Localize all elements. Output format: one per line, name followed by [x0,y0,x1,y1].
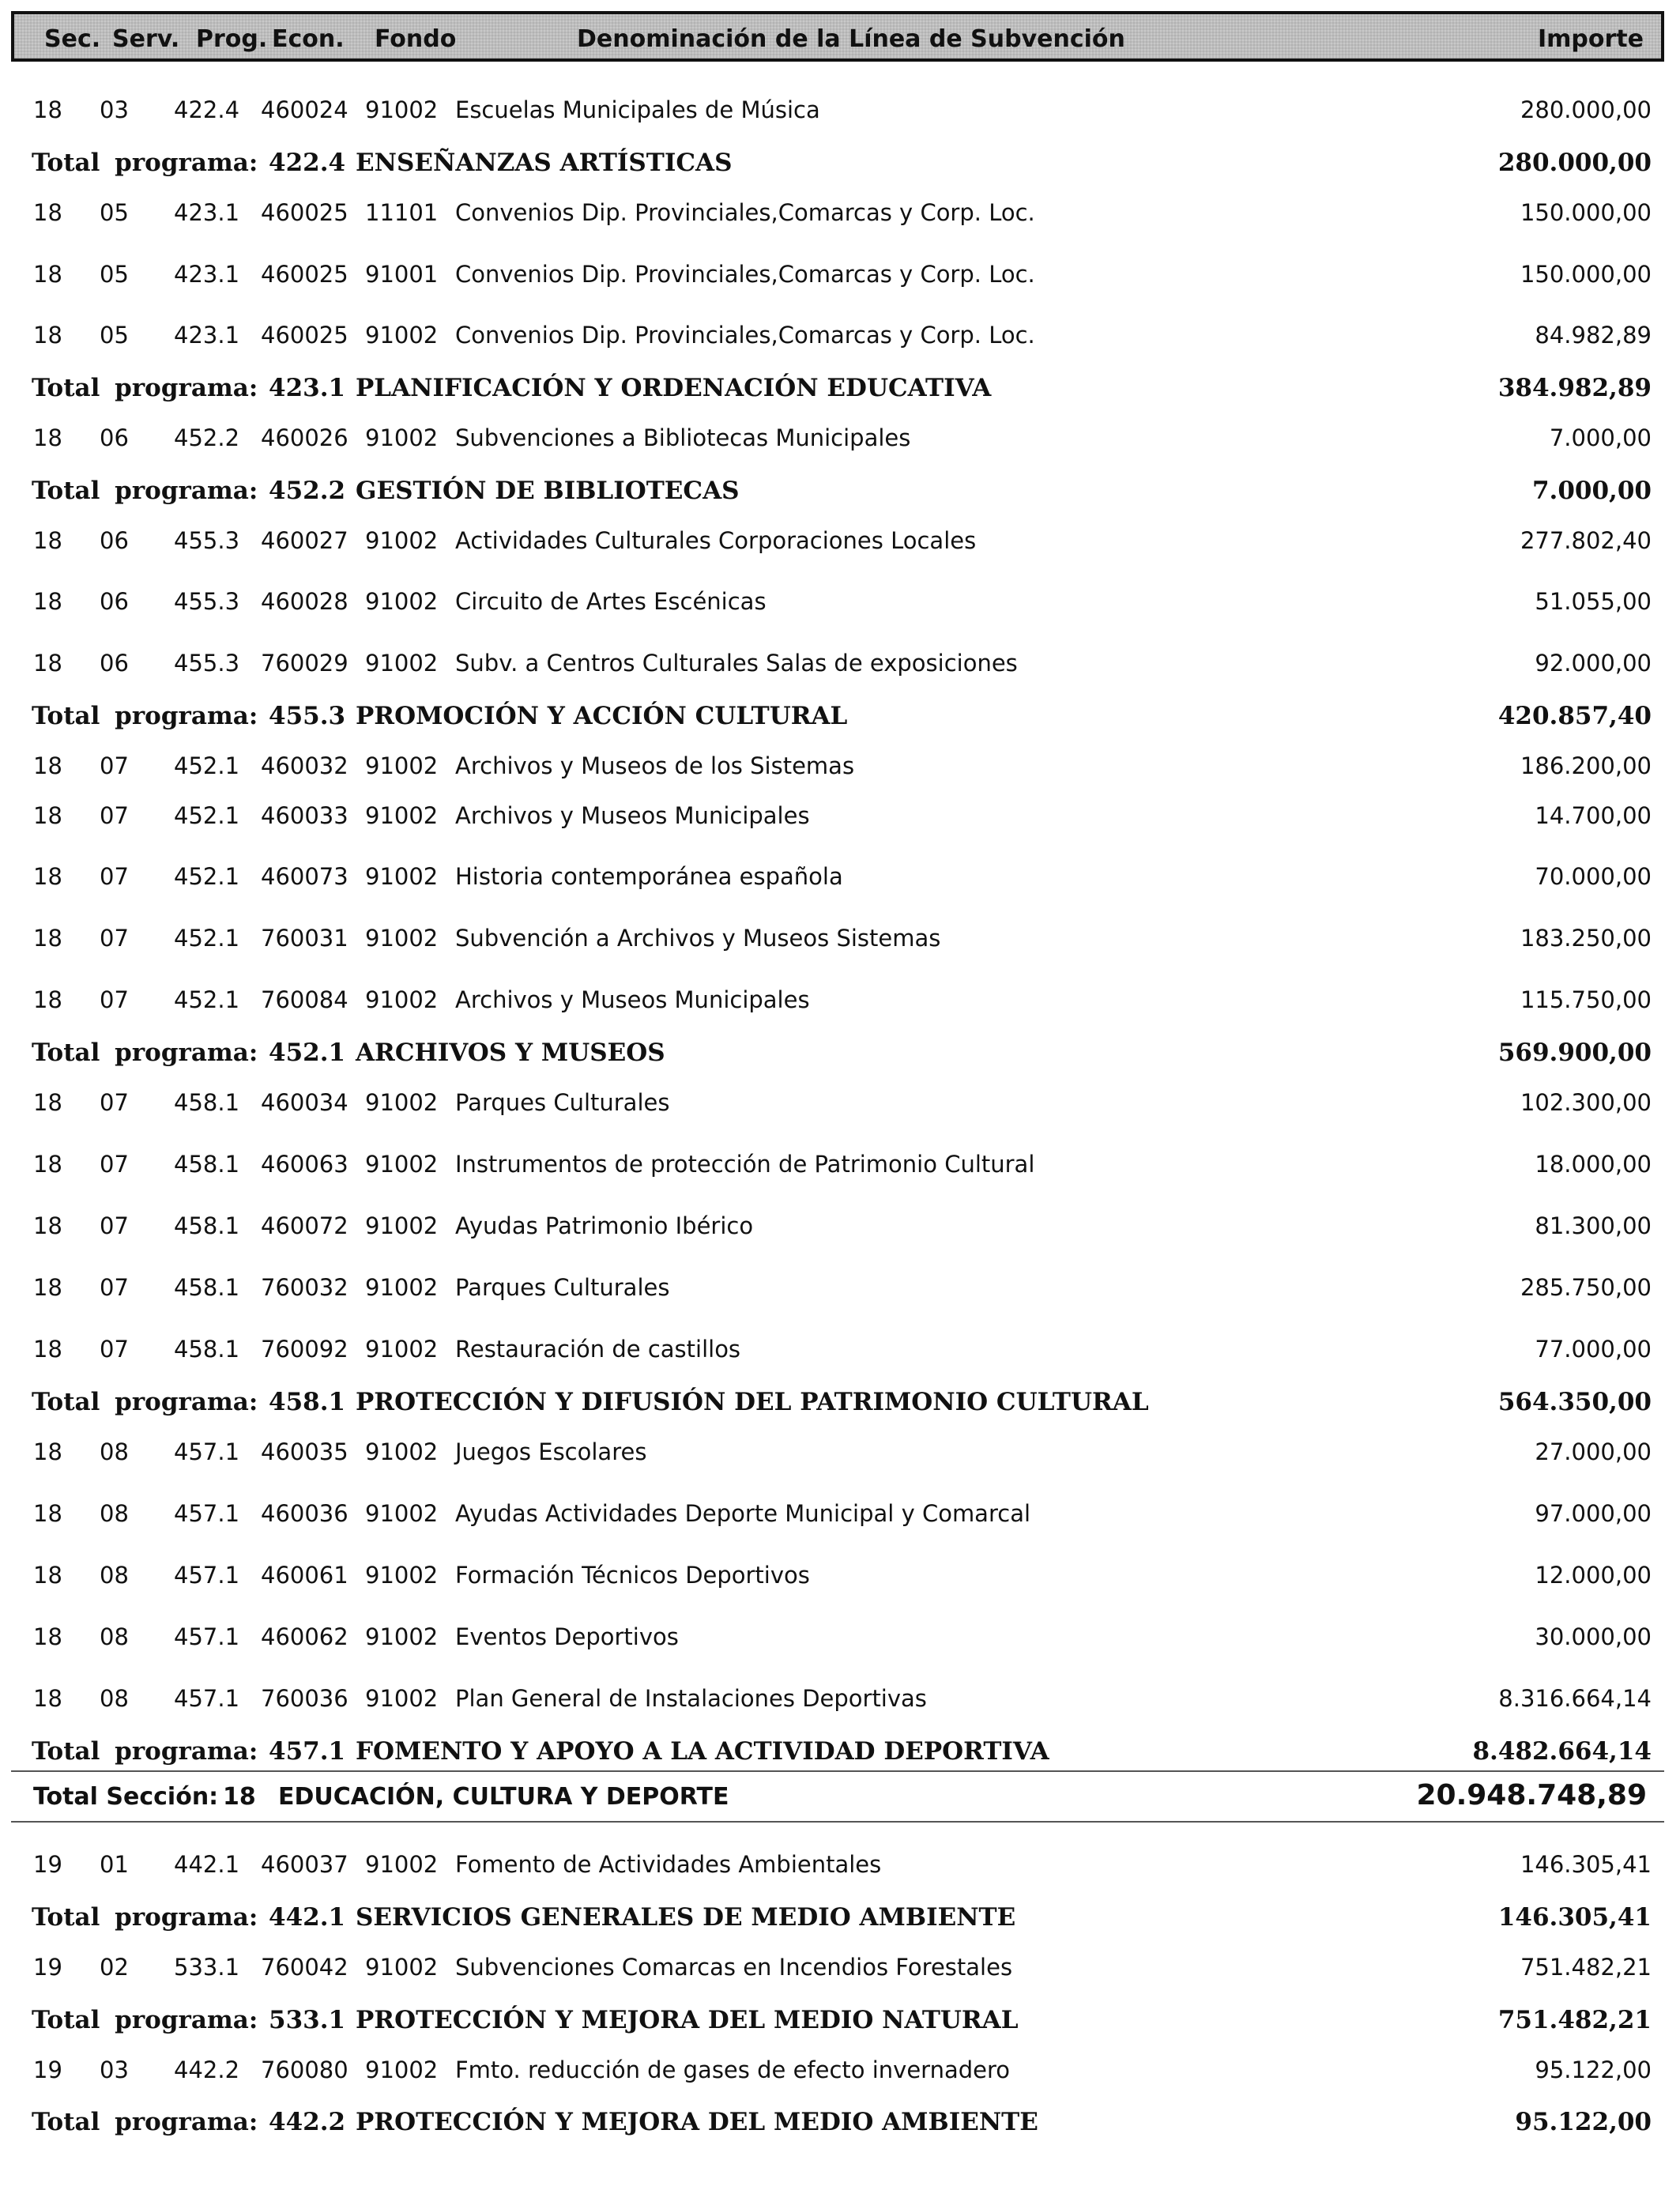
cell-description: Circuito de Artes Escénicas [455,588,767,615]
cell-sec: 18 [33,527,62,554]
cell-serv: 08 [100,1500,129,1527]
cell-fondo: 91002 [365,863,439,890]
cell-description: Archivos y Museos Municipales [455,986,810,1013]
cell-econ: 760032 [261,1274,348,1301]
cell-serv: 06 [100,588,129,615]
cell-fondo: 91002 [365,588,439,615]
total-label: Total programa: [32,477,258,505]
cell-serv: 07 [100,802,129,829]
cell-fondo: 91002 [365,986,439,1013]
cell-amount: 12.000,00 [1535,1562,1652,1589]
table-row [0,191,1680,232]
total-label: Total programa: [32,374,258,402]
total-label: Total programa: [32,1039,258,1067]
total-label: Total programa: [32,702,258,730]
table-row [0,580,1680,621]
cell-prog: 452.1 [174,752,240,779]
total-program-code: 452.1 [269,1039,346,1067]
cell-fondo: 91002 [365,1274,439,1301]
total-label: Total programa: [32,2006,258,2034]
cell-description: Eventos Deportivos [455,1623,679,1650]
table-row [0,1204,1680,1246]
cell-serv: 05 [100,261,129,288]
cell-description: Subvenciones a Bibliotecas Municipales [455,424,911,451]
cell-sec: 19 [33,2056,62,2083]
cell-amount: 7.000,00 [1549,424,1652,451]
cell-fondo: 91002 [365,1500,439,1527]
total-program-code: 457.1 [269,1737,346,1766]
cell-amount: 95.122,00 [1535,2056,1652,2083]
table-row [0,1843,1680,1884]
cell-econ: 760029 [261,650,348,677]
program-total-row [0,1032,1680,1073]
cell-amount: 146.305,41 [1520,1851,1652,1878]
cell-sec: 18 [33,261,62,288]
cell-fondo: 91002 [365,96,439,123]
section-amount: 20.948.748,89 [1416,1779,1647,1811]
cell-description: Ayudas Actividades Deporte Municipal y Comarcal [455,1500,1031,1527]
cell-sec: 18 [33,1274,62,1301]
cell-serv: 05 [100,199,129,226]
total-program-code: 452.2 [269,477,346,505]
program-total-row [0,368,1680,409]
cell-description: Subv. a Centros Culturales Salas de exposiciones [455,650,1018,677]
cell-description: Juegos Escolares [455,1438,647,1465]
cell-amount: 14.700,00 [1535,802,1652,829]
cell-sec: 18 [33,588,62,615]
total-program-name: GESTIÓN DE BIBLIOTECAS [356,477,740,505]
cell-sec: 18 [33,1212,62,1239]
cell-serv: 07 [100,1089,129,1116]
cell-description: Parques Culturales [455,1274,670,1301]
cell-serv: 06 [100,650,129,677]
cell-fondo: 91002 [365,1336,439,1363]
cell-amount: 150.000,00 [1520,199,1652,226]
cell-econ: 760092 [261,1336,348,1363]
cell-prog: 422.4 [174,96,240,123]
total-program-name: FOMENTO Y APOYO A LA ACTIVIDAD DEPORTIVA [356,1737,1049,1766]
cell-fondo: 91002 [365,1685,439,1712]
total-program-name: ENSEÑANZAS ARTÍSTICAS [356,149,733,177]
cell-amount: 751.482,21 [1520,1954,1652,1981]
table-row [0,855,1680,896]
total-label: Total programa: [32,1903,258,1932]
cell-serv: 07 [100,1274,129,1301]
cell-prog: 452.1 [174,925,240,952]
cell-econ: 460036 [261,1500,348,1527]
cell-sec: 18 [33,986,62,1013]
cell-sec: 18 [33,1562,62,1589]
table-row [0,1946,1680,1987]
table-row [0,794,1680,835]
table-row [0,253,1680,294]
cell-fondo: 91002 [365,1623,439,1650]
table-row [0,1328,1680,1369]
cell-serv: 01 [100,1851,129,1878]
total-program-code: 442.1 [269,1903,346,1932]
total-program-name: PROTECCIÓN Y DIFUSIÓN DEL PATRIMONIO CULTURAL [356,1388,1149,1416]
cell-prog: 458.1 [174,1151,240,1178]
header-serv: Serv. [112,25,180,53]
cell-econ: 460028 [261,588,348,615]
cell-amount: 102.300,00 [1520,1089,1652,1116]
table-row [0,89,1680,130]
total-amount: 420.857,40 [1497,702,1652,730]
cell-econ: 760036 [261,1685,348,1712]
total-program-name: PROTECCIÓN Y MEJORA DEL MEDIO NATURAL [356,2006,1019,2034]
cell-fondo: 91002 [365,1089,439,1116]
cell-fondo: 91002 [365,1438,439,1465]
total-program-name: SERVICIOS GENERALES DE MEDIO AMBIENTE [356,1903,1016,1932]
cell-econ: 760042 [261,1954,348,1981]
total-program-code: 458.1 [269,1388,346,1416]
cell-sec: 18 [33,1438,62,1465]
program-total-row [0,470,1680,511]
cell-serv: 08 [100,1623,129,1650]
total-program-name: PROMOCIÓN Y ACCIÓN CULTURAL [356,702,848,730]
total-program-name: PLANIFICACIÓN Y ORDENACIÓN EDUCATIVA [356,374,992,402]
total-program-code: 442.2 [269,2108,346,2136]
cell-econ: 460063 [261,1151,348,1178]
cell-amount: 70.000,00 [1535,863,1652,890]
cell-description: Fmto. reducción de gases de efecto invernadero [455,2056,1011,2083]
cell-amount: 77.000,00 [1535,1336,1652,1363]
header-sec: Sec. [44,25,101,53]
cell-sec: 19 [33,1851,62,1878]
cell-prog: 457.1 [174,1623,240,1650]
total-amount: 7.000,00 [1531,477,1652,505]
total-label: Total programa: [32,149,258,177]
cell-serv: 06 [100,527,129,554]
cell-fondo: 91002 [365,752,439,779]
cell-fondo: 91002 [365,424,439,451]
table-row [0,1615,1680,1657]
cell-econ: 460026 [261,424,348,451]
cell-sec: 18 [33,1089,62,1116]
cell-sec: 18 [33,1623,62,1650]
cell-serv: 07 [100,863,129,890]
total-amount: 8.482.664,14 [1472,1737,1652,1766]
cell-prog: 533.1 [174,1954,240,1981]
cell-serv: 08 [100,1438,129,1465]
cell-sec: 18 [33,424,62,451]
cell-amount: 183.250,00 [1520,925,1652,952]
table-row [0,1143,1680,1184]
cell-fondo: 91002 [365,1212,439,1239]
cell-amount: 280.000,00 [1520,96,1652,123]
cell-description: Formación Técnicos Deportivos [455,1562,810,1589]
cell-description: Parques Culturales [455,1089,670,1116]
cell-serv: 07 [100,986,129,1013]
cell-prog: 457.1 [174,1438,240,1465]
cell-sec: 18 [33,1336,62,1363]
total-program-code: 455.3 [269,702,346,730]
cell-amount: 277.802,40 [1520,527,1652,554]
table-row [0,1431,1680,1472]
table-row [0,1492,1680,1533]
cell-prog: 455.3 [174,650,240,677]
cell-econ: 460037 [261,1851,348,1878]
program-total-row [0,1897,1680,1938]
cell-fondo: 91002 [365,322,439,349]
cell-serv: 03 [100,2056,129,2083]
cell-econ: 760084 [261,986,348,1013]
cell-econ: 460072 [261,1212,348,1239]
section-code: 18 [223,1783,256,1811]
cell-sec: 18 [33,1685,62,1712]
cell-amount: 84.982,89 [1535,322,1652,349]
cell-econ: 760080 [261,2056,348,2083]
cell-description: Actividades Culturales Corporaciones Locales [455,527,977,554]
header-fondo: Fondo [375,25,457,53]
table-row [0,519,1680,560]
cell-prog: 442.2 [174,2056,240,2083]
cell-description: Historia contemporánea española [455,863,843,890]
header-econ: Econ. [272,25,345,53]
total-program-name: ARCHIVOS Y MUSEOS [356,1039,665,1067]
cell-description: Archivos y Museos de los Sistemas [455,752,855,779]
cell-description: Restauración de castillos [455,1336,741,1363]
cell-prog: 455.3 [174,588,240,615]
cell-econ: 460062 [261,1623,348,1650]
program-total-row [0,1382,1680,1423]
cell-prog: 455.3 [174,527,240,554]
cell-amount: 150.000,00 [1520,261,1652,288]
section-label: Total Sección: [33,1783,219,1811]
cell-description: Subvención a Archivos y Museos Sistemas [455,925,941,952]
total-amount: 751.482,21 [1497,2006,1652,2034]
table-row [0,1554,1680,1595]
cell-description: Ayudas Patrimonio Ibérico [455,1212,754,1239]
cell-prog: 452.1 [174,863,240,890]
total-label: Total programa: [32,1388,258,1416]
program-total-row [0,696,1680,737]
cell-econ: 760031 [261,925,348,952]
table-row [0,2049,1680,2090]
cell-serv: 07 [100,925,129,952]
cell-prog: 423.1 [174,199,240,226]
cell-econ: 460035 [261,1438,348,1465]
cell-serv: 05 [100,322,129,349]
cell-amount: 186.200,00 [1520,752,1652,779]
cell-serv: 02 [100,1954,129,1981]
table-row [0,1266,1680,1307]
cell-sec: 18 [33,802,62,829]
cell-sec: 19 [33,1954,62,1981]
table-row [0,417,1680,458]
cell-prog: 457.1 [174,1500,240,1527]
cell-serv: 06 [100,424,129,451]
total-amount: 564.350,00 [1497,1388,1652,1416]
cell-description: Escuelas Municipales de Música [455,96,820,123]
cell-prog: 458.1 [174,1274,240,1301]
program-total-row [0,1731,1680,1772]
cell-sec: 18 [33,1151,62,1178]
cell-description: Instrumentos de protección de Patrimonio Cultural [455,1151,1035,1178]
total-label: Total programa: [32,2108,258,2136]
cell-prog: 458.1 [174,1089,240,1116]
cell-amount: 8.316.664,14 [1498,1685,1652,1712]
program-total-row [0,2000,1680,2041]
total-program-code: 422.4 [269,149,346,177]
table-row [0,1081,1680,1122]
cell-prog: 458.1 [174,1212,240,1239]
cell-serv: 07 [100,1336,129,1363]
cell-econ: 460033 [261,802,348,829]
cell-amount: 81.300,00 [1535,1212,1652,1239]
cell-econ: 460034 [261,1089,348,1116]
cell-fondo: 91002 [365,1954,439,1981]
cell-econ: 460024 [261,96,348,123]
cell-description: Fomento de Actividades Ambientales [455,1851,882,1878]
cell-serv: 07 [100,1212,129,1239]
cell-fondo: 91002 [365,1562,439,1589]
cell-fondo: 91001 [365,261,439,288]
cell-serv: 08 [100,1685,129,1712]
cell-sec: 18 [33,322,62,349]
table-header [11,11,1664,62]
header-prog: Prog. [196,25,268,53]
cell-amount: 18.000,00 [1535,1151,1652,1178]
cell-econ: 460073 [261,863,348,890]
cell-description: Archivos y Museos Municipales [455,802,810,829]
total-label: Total programa: [32,1737,258,1766]
cell-fondo: 91002 [365,1851,439,1878]
section-total-row [11,1770,1664,1823]
cell-sec: 18 [33,96,62,123]
cell-serv: 08 [100,1562,129,1589]
section-name: EDUCACIÓN, CULTURA Y DEPORTE [278,1783,729,1811]
cell-prog: 423.1 [174,261,240,288]
program-total-row [0,2102,1680,2143]
cell-sec: 18 [33,752,62,779]
cell-econ: 460025 [261,261,348,288]
header-denominacion: Denominación de la Línea de Subvención [577,25,1125,53]
table-row [0,745,1680,786]
cell-sec: 18 [33,925,62,952]
cell-fondo: 91002 [365,650,439,677]
header-importe: Importe [1538,25,1644,53]
cell-prog: 452.1 [174,986,240,1013]
cell-serv: 07 [100,752,129,779]
cell-description: Convenios Dip. Provinciales,Comarcas y Corp. Loc. [455,261,1035,288]
total-program-name: PROTECCIÓN Y MEJORA DEL MEDIO AMBIENTE [356,2108,1038,2136]
cell-amount: 51.055,00 [1535,588,1652,615]
cell-prog: 457.1 [174,1685,240,1712]
cell-econ: 460027 [261,527,348,554]
cell-fondo: 91002 [365,1151,439,1178]
total-amount: 569.900,00 [1497,1039,1652,1067]
cell-sec: 18 [33,650,62,677]
cell-fondo: 91002 [365,802,439,829]
cell-econ: 460032 [261,752,348,779]
cell-sec: 18 [33,1500,62,1527]
cell-description: Convenios Dip. Provinciales,Comarcas y Corp. Loc. [455,322,1035,349]
cell-prog: 442.1 [174,1851,240,1878]
cell-prog: 452.1 [174,802,240,829]
cell-fondo: 11101 [365,199,439,226]
cell-prog: 458.1 [174,1336,240,1363]
cell-econ: 460025 [261,322,348,349]
cell-prog: 452.2 [174,424,240,451]
cell-sec: 18 [33,863,62,890]
table-row [0,917,1680,958]
table-row [0,978,1680,1020]
cell-amount: 97.000,00 [1535,1500,1652,1527]
cell-econ: 460025 [261,199,348,226]
cell-econ: 460061 [261,1562,348,1589]
total-amount: 384.982,89 [1497,374,1652,402]
cell-prog: 423.1 [174,322,240,349]
total-amount: 95.122,00 [1515,2108,1652,2136]
cell-amount: 285.750,00 [1520,1274,1652,1301]
table-row [0,314,1680,355]
cell-serv: 03 [100,96,129,123]
cell-serv: 07 [100,1151,129,1178]
total-amount: 280.000,00 [1497,149,1652,177]
cell-amount: 30.000,00 [1535,1623,1652,1650]
total-amount: 146.305,41 [1497,1903,1652,1932]
total-program-code: 423.1 [269,374,346,402]
cell-amount: 115.750,00 [1520,986,1652,1013]
cell-amount: 27.000,00 [1535,1438,1652,1465]
cell-sec: 18 [33,199,62,226]
total-program-code: 533.1 [269,2006,346,2034]
program-total-row [0,142,1680,183]
cell-prog: 457.1 [174,1562,240,1589]
cell-fondo: 91002 [365,527,439,554]
cell-description: Subvenciones Comarcas en Incendios Forestales [455,1954,1013,1981]
table-row [0,1677,1680,1718]
cell-fondo: 91002 [365,2056,439,2083]
cell-amount: 92.000,00 [1535,650,1652,677]
cell-description: Convenios Dip. Provinciales,Comarcas y Corp. Loc. [455,199,1035,226]
cell-description: Plan General de Instalaciones Deportivas [455,1685,927,1712]
table-row [0,642,1680,683]
cell-fondo: 91002 [365,925,439,952]
